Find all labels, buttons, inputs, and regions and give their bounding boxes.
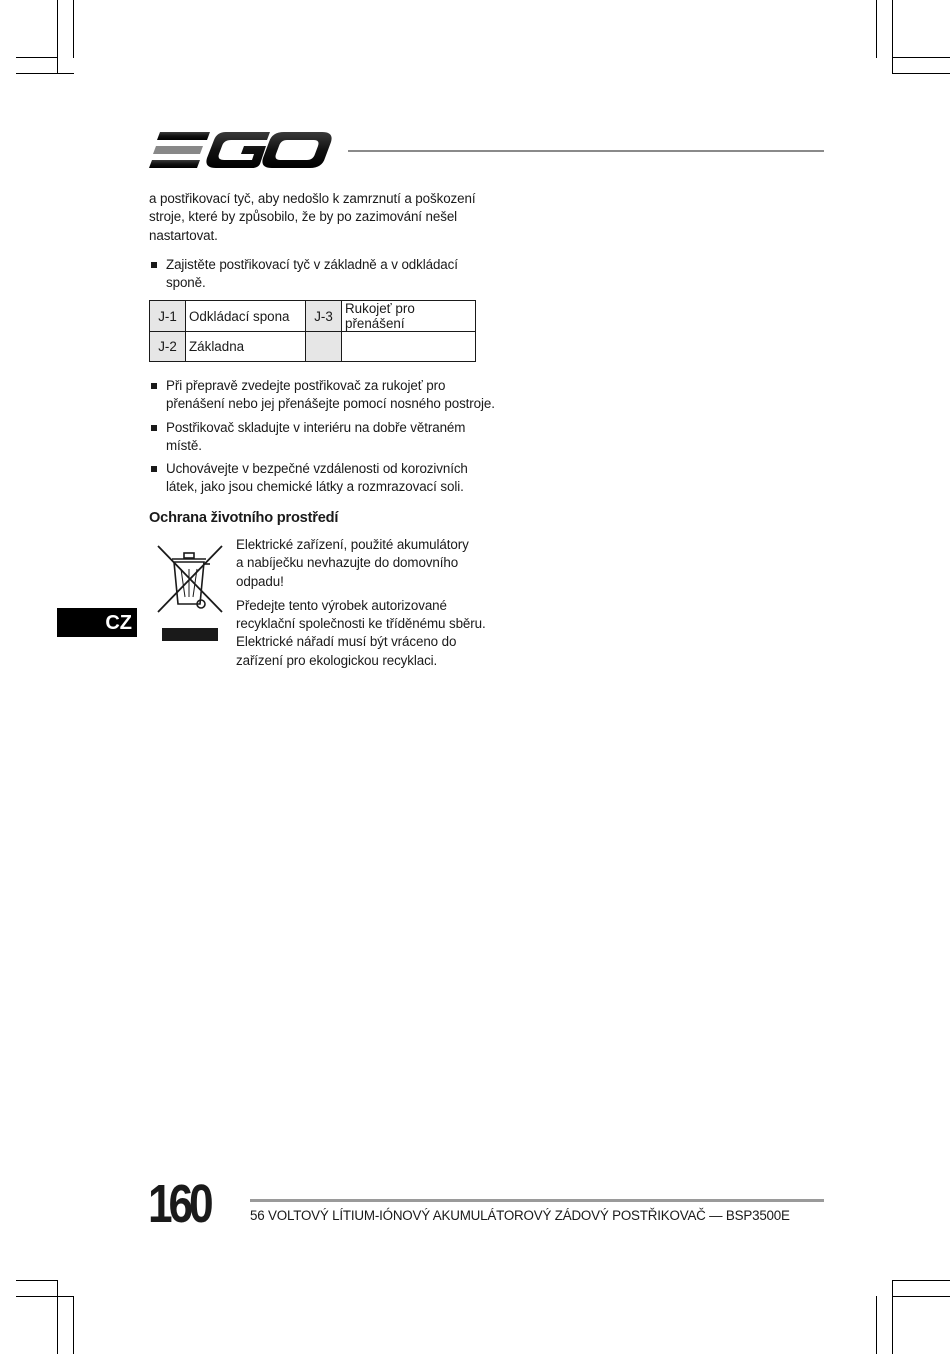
crop-mark <box>892 1296 950 1297</box>
header-rule <box>348 150 824 152</box>
language-tab: CZ <box>57 608 137 637</box>
crop-mark <box>73 0 74 58</box>
paragraph <box>236 536 481 591</box>
crop-mark <box>16 57 58 58</box>
text-line: místě. <box>166 437 202 453</box>
page-number: 160 <box>148 1174 210 1234</box>
crop-mark <box>57 1280 58 1354</box>
intro-paragraph <box>149 190 479 245</box>
crop-mark <box>16 73 74 74</box>
text-line: Při přepravě zvedejte postřikovač za rukojeť pro <box>166 378 446 393</box>
ego-logo <box>148 128 332 174</box>
crop-mark <box>16 1280 58 1281</box>
text-line: Předejte tento výrobek autorizované <box>236 597 447 613</box>
environment-text <box>236 536 486 676</box>
text-line: nastartovat. <box>149 227 218 243</box>
part-code <box>306 332 342 362</box>
text-line: Elektrické zařízení, použité akumulátory <box>236 537 469 552</box>
crop-mark <box>892 1280 950 1281</box>
part-label: Základna <box>186 332 306 362</box>
crop-mark <box>892 73 950 74</box>
text-line: odpadu! <box>236 573 284 589</box>
list-item <box>149 419 479 456</box>
footer-title: 56 VOLTOVÝ LÍTIUM-IÓNOVÝ AKUMULÁTOROVÝ ZÁDOVÝ POSTŘIKOVAČ — BSP3500E <box>250 1208 790 1223</box>
crop-mark <box>892 0 893 74</box>
text-line: Elektrické nářadí musí být vráceno do <box>236 634 457 650</box>
part-code: J-1 <box>150 301 186 332</box>
text-line: recyklační společnosti ke tříděnému sběru. <box>236 616 486 632</box>
bullet-square-icon <box>151 425 157 431</box>
crop-mark <box>16 1296 74 1297</box>
text-line: stroje, které by způsobilo, že by po zazimování nešel <box>149 209 458 225</box>
list-item <box>149 377 495 414</box>
table-row <box>150 301 476 332</box>
text-line: a nabíječku nevhazujte do domovního <box>236 555 459 571</box>
bullet-square-icon <box>151 466 157 472</box>
text-line: Postřikovač skladujte v interiéru na dobře větraném <box>166 419 466 435</box>
part-label <box>342 332 476 362</box>
part-label: Rukojeť pro přenášení <box>342 301 476 332</box>
crop-mark <box>892 1280 893 1354</box>
crop-mark <box>57 0 58 74</box>
bullet-list-top <box>149 256 479 298</box>
part-label: Odkládací spona <box>186 301 306 332</box>
crop-mark <box>876 1296 877 1354</box>
text-line: Uchovávejte v bezpečné vzdálenosti od korozivních <box>166 461 468 477</box>
section-heading: Ochrana životního prostředí <box>149 510 339 526</box>
text-line: látek, jako jsou chemické látky a rozmrazovací soli. <box>166 479 464 495</box>
crop-mark <box>892 57 950 58</box>
crop-mark <box>876 0 877 58</box>
text-line: sponě. <box>166 275 206 291</box>
part-code: J-3 <box>306 301 342 332</box>
text-line: Zajistěte postřikovací tyč v základně a v odkládací <box>166 257 458 272</box>
bullet-square-icon <box>151 262 157 268</box>
list-item <box>149 256 479 293</box>
crossed-out-wheelie-bin-icon <box>154 542 226 644</box>
text-line: přenášení nebo jej přenášejte pomocí nosného postroje. <box>166 396 495 412</box>
list-item <box>149 460 479 497</box>
table-row <box>150 332 476 362</box>
part-code: J-2 <box>150 332 186 362</box>
bullet-list-bottom <box>149 377 495 502</box>
text-line: zařízení pro ekologickou recyklaci. <box>236 652 438 668</box>
footer-rule <box>250 1199 824 1202</box>
paragraph <box>236 597 486 670</box>
text-line: a postřikovací tyč, aby nedošlo k zamrznutí a poškození <box>149 191 476 206</box>
crop-mark <box>73 1296 74 1354</box>
bullet-square-icon <box>151 383 157 389</box>
parts-table <box>149 300 476 362</box>
